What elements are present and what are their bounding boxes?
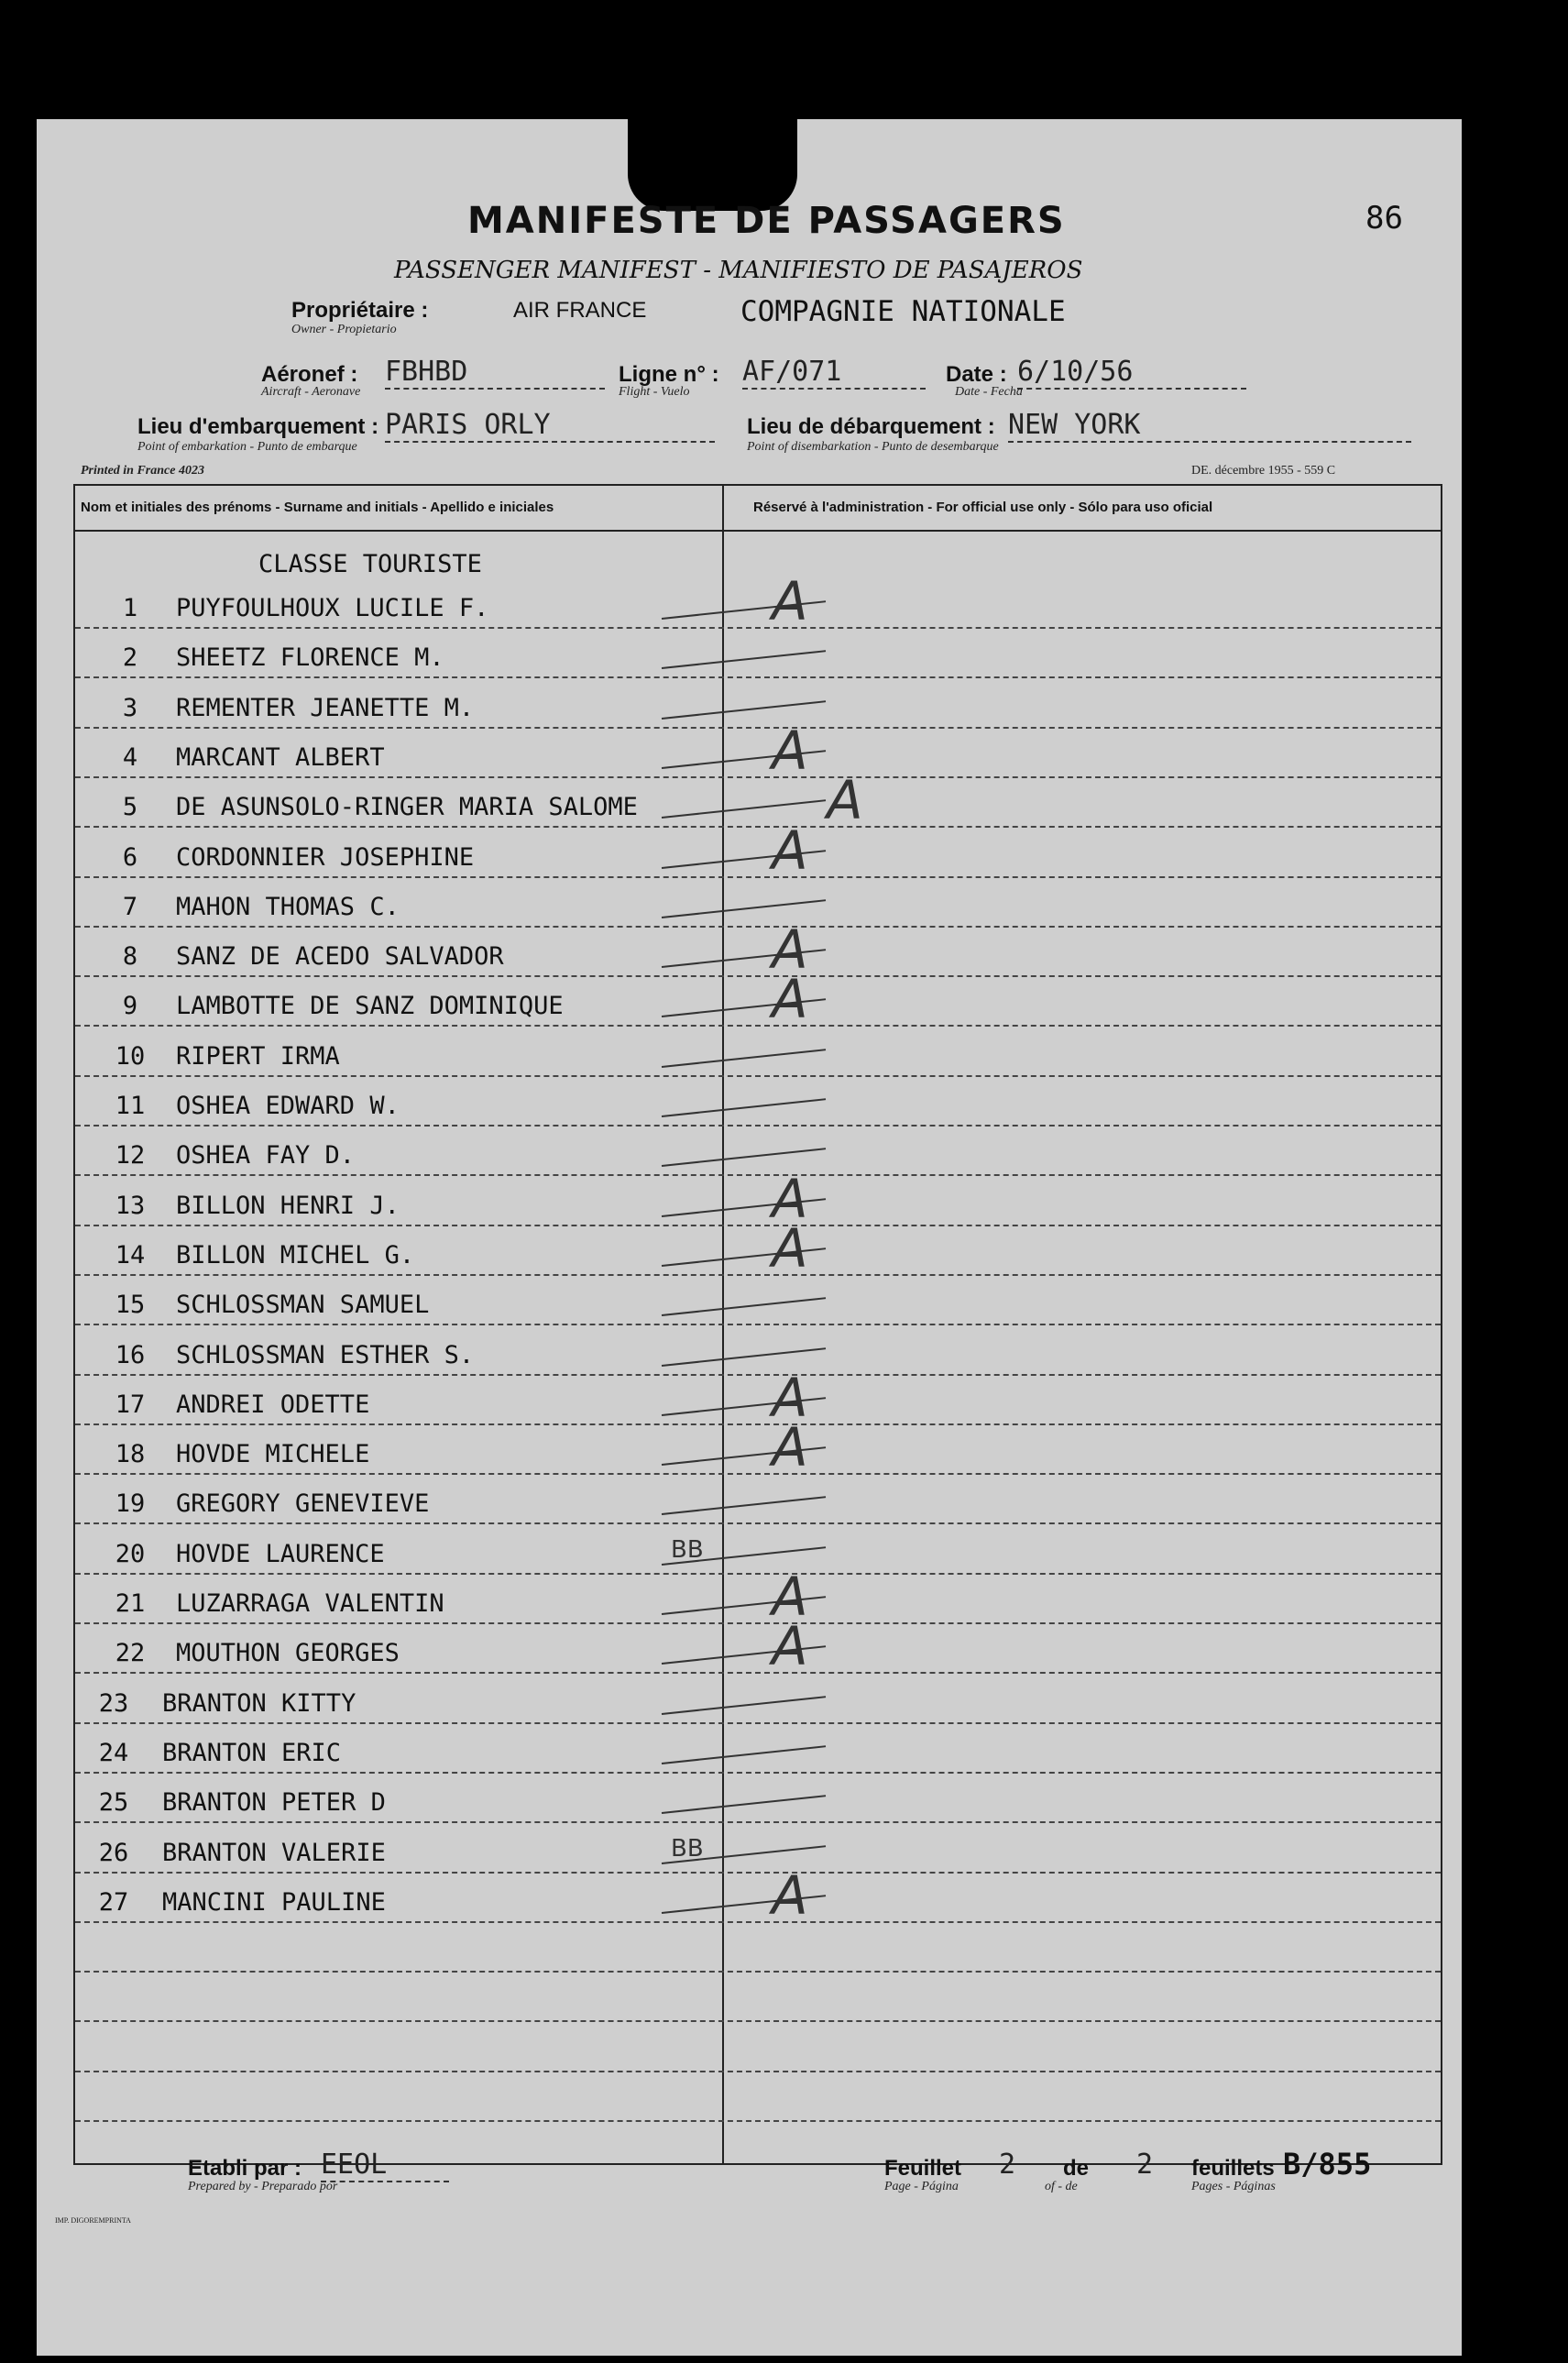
check-stroke [662, 1745, 826, 1764]
check-stroke [662, 1497, 826, 1516]
check-stroke [662, 1049, 826, 1068]
row-number: 6 [122, 842, 138, 872]
aircraft-sublabel: Aircraft - Aeronave [261, 385, 361, 399]
passenger-name: RIPERT IRMA [176, 1041, 340, 1071]
passenger-name: ANDREI ODETTE [176, 1390, 370, 1419]
passenger-name: LUZARRAGA VALENTIN [176, 1589, 444, 1618]
row-number: 10 [115, 1041, 146, 1071]
sheet-label: Feuillet [884, 2156, 962, 2181]
row-number: 22 [115, 1639, 146, 1668]
owner-label: Propriétaire : [291, 298, 429, 323]
prepared-by-label: Etabli par : [188, 2156, 302, 2181]
check-stroke [662, 700, 826, 720]
passenger-name: SANZ DE ACEDO SALVADOR [176, 942, 504, 972]
row-number: 5 [122, 793, 138, 822]
disembarkation-value: NEW YORK [1008, 409, 1411, 443]
row-number: 18 [115, 1440, 146, 1469]
row-rule [75, 1125, 1441, 1127]
check-stroke [662, 650, 826, 669]
aircraft-label: Aéronef : [261, 362, 358, 387]
admin-mark: A [772, 1366, 808, 1429]
row-rule [75, 876, 1441, 878]
row-number: 17 [115, 1390, 146, 1419]
embarkation-value: PARIS ORLY [385, 409, 715, 443]
passenger-name: BRANTON PETER D [162, 1788, 386, 1818]
admin-mark: BB [671, 1834, 704, 1863]
column-header-admin: Réservé à l'administration - For official use only - Sólo para uso oficial [753, 500, 1213, 515]
date-sublabel: Date - Fecha [955, 385, 1023, 399]
reference-number: B/855 [1283, 2147, 1372, 2182]
section-heading: CLASSE TOURISTE [258, 550, 482, 578]
admin-mark: A [772, 1615, 808, 1678]
sheets-label: feuillets [1191, 2156, 1275, 2181]
passenger-name: REMENTER JEANETTE M. [176, 693, 475, 722]
row-rule [75, 1423, 1441, 1425]
row-rule [75, 776, 1441, 778]
disembarkation-label: Lieu de débarquement : [747, 414, 995, 439]
row-number: 20 [115, 1539, 146, 1568]
manifest-subtitle: PASSENGER MANIFEST - MANIFIESTO DE PASAJEROS [394, 257, 1083, 284]
imprint: IMP. DIGOREMPRINTA [55, 2216, 131, 2225]
sheet-value: 2 [999, 2149, 1016, 2181]
check-stroke [662, 1098, 826, 1117]
row-number: 24 [98, 1738, 129, 1767]
header-rule [75, 530, 1441, 532]
admin-mark: A [772, 570, 808, 632]
row-number: 1 [122, 594, 138, 622]
admin-mark: A [772, 918, 808, 982]
row-number: 15 [115, 1291, 146, 1320]
printed-in: Printed in France 4023 [81, 464, 204, 478]
row-number: 7 [122, 892, 138, 921]
row-rule [75, 627, 1441, 629]
check-stroke [662, 1795, 826, 1814]
embarkation-sublabel: Point of embarkation - Punto de embarque [137, 440, 357, 454]
date-value: 6/10/56 [1017, 356, 1246, 390]
passenger-name: BILLON HENRI J. [176, 1191, 400, 1220]
row-rule [75, 2020, 1441, 2022]
row-number: 12 [115, 1141, 146, 1171]
row-rule [75, 1921, 1441, 1923]
prepared-by-sublabel: Prepared by - Preparado por [188, 2180, 338, 2193]
row-rule [75, 1872, 1441, 1874]
row-rule [75, 727, 1441, 729]
aircraft-value: FBHBD [385, 356, 605, 390]
passenger-name: OSHEA FAY D. [176, 1141, 356, 1171]
sheet-sublabel: Page - Página [884, 2180, 959, 2193]
row-rule [75, 1522, 1441, 1524]
row-rule [75, 975, 1441, 977]
page-number: 86 [1365, 200, 1403, 236]
row-number: 11 [115, 1092, 146, 1120]
passenger-name: MANCINI PAULINE [162, 1887, 386, 1917]
passenger-name: MOUTHON GEORGES [176, 1639, 400, 1668]
admin-mark: A [772, 1863, 808, 1927]
owner-typed: COMPAGNIE NATIONALE [740, 295, 1066, 328]
disembarkation-sublabel: Point of disembarkation - Punto de desembarque [747, 440, 999, 454]
flight-value: AF/071 [742, 356, 926, 390]
admin-mark: A [772, 1216, 808, 1280]
flight-sublabel: Flight - Vuelo [619, 385, 690, 399]
row-rule [75, 1274, 1441, 1276]
check-stroke [662, 799, 826, 819]
row-number: 13 [115, 1191, 146, 1220]
row-rule [75, 826, 1441, 828]
row-rule [75, 1473, 1441, 1475]
passenger-name: PUYFOULHOUX LUCILE F. [176, 594, 489, 622]
row-number: 8 [122, 942, 138, 972]
row-number: 14 [115, 1240, 146, 1269]
passenger-name: BRANTON VALERIE [162, 1838, 386, 1867]
row-rule [75, 676, 1441, 678]
row-rule [75, 1374, 1441, 1376]
of-value: 2 [1136, 2149, 1154, 2181]
of-sublabel: of - de [1045, 2180, 1078, 2193]
row-rule [75, 1672, 1441, 1674]
binder-tab [628, 105, 797, 211]
passenger-name: MARCANT ALBERT [176, 742, 385, 772]
passenger-name: OSHEA EDWARD W. [176, 1092, 400, 1120]
row-number: 9 [122, 992, 138, 1021]
form-code: DE. décembre 1955 - 559 C [1191, 464, 1336, 478]
passenger-name: LAMBOTTE DE SANZ DOMINIQUE [176, 992, 564, 1021]
admin-mark: BB [671, 1535, 704, 1564]
owner-value: AIR FRANCE [513, 298, 647, 323]
passenger-table [73, 484, 1442, 2165]
prepared-by-value: EEOL [321, 2149, 449, 2182]
passenger-name: CORDONNIER JOSEPHINE [176, 842, 475, 872]
admin-mark: A [772, 1566, 808, 1628]
row-number: 21 [115, 1589, 146, 1618]
row-number: 26 [98, 1838, 129, 1867]
row-rule [75, 1025, 1441, 1027]
row-rule [75, 1174, 1441, 1176]
of-label: de [1063, 2156, 1090, 2181]
passenger-name: SHEETZ FLORENCE M. [176, 643, 444, 673]
column-header-names: Nom et initiales des prénoms - Surname and initials - Apellido e iniciales [81, 500, 554, 515]
row-number: 16 [115, 1340, 146, 1369]
manifest-title: MANIFESTE DE PASSAGERS [467, 200, 1066, 242]
row-rule [75, 1324, 1441, 1325]
row-number: 25 [98, 1788, 129, 1818]
passenger-name: HOVDE MICHELE [176, 1440, 370, 1469]
passenger-name: SCHLOSSMAN ESTHER S. [176, 1340, 475, 1369]
row-number: 2 [122, 643, 138, 673]
row-rule [75, 1622, 1441, 1624]
check-stroke [662, 1297, 826, 1316]
row-rule [75, 1772, 1441, 1774]
embarkation-label: Lieu d'embarquement : [137, 414, 379, 439]
row-rule [75, 1722, 1441, 1724]
passenger-name: BRANTON ERIC [162, 1738, 342, 1767]
admin-mark: A [772, 819, 808, 882]
row-number: 4 [122, 742, 138, 772]
row-rule [75, 926, 1441, 928]
check-stroke [662, 899, 826, 918]
flight-label: Ligne n° : [619, 362, 719, 387]
row-rule [75, 1225, 1441, 1226]
row-rule [75, 1573, 1441, 1575]
passenger-name: BRANTON KITTY [162, 1688, 356, 1718]
row-rule [75, 2071, 1441, 2072]
row-rule [75, 1821, 1441, 1823]
admin-mark: A [827, 769, 863, 832]
passenger-name: HOVDE LAURENCE [176, 1539, 385, 1568]
row-rule [75, 2120, 1441, 2122]
admin-mark: A [772, 1167, 808, 1230]
date-label: Date : [946, 362, 1007, 387]
passenger-name: BILLON MICHEL G. [176, 1240, 415, 1269]
admin-mark: A [772, 968, 808, 1031]
passenger-name: DE ASUNSOLO-RINGER MARIA SALOME [176, 793, 638, 822]
row-number: 27 [98, 1887, 129, 1917]
passenger-name: SCHLOSSMAN SAMUEL [176, 1291, 430, 1320]
check-stroke [662, 1696, 826, 1715]
row-number: 19 [115, 1489, 146, 1519]
admin-mark: A [772, 1416, 808, 1479]
row-number: 23 [98, 1688, 129, 1718]
check-stroke [662, 1347, 826, 1367]
admin-mark: A [772, 719, 808, 782]
check-stroke [662, 1148, 826, 1167]
row-number: 3 [122, 693, 138, 722]
sheets-sublabel: Pages - Páginas [1191, 2180, 1276, 2193]
passenger-name: MAHON THOMAS C. [176, 892, 400, 921]
passenger-name: GREGORY GENEVIEVE [176, 1489, 430, 1519]
row-rule [75, 1075, 1441, 1077]
row-rule [75, 1971, 1441, 1973]
owner-sublabel: Owner - Propietario [291, 323, 397, 336]
